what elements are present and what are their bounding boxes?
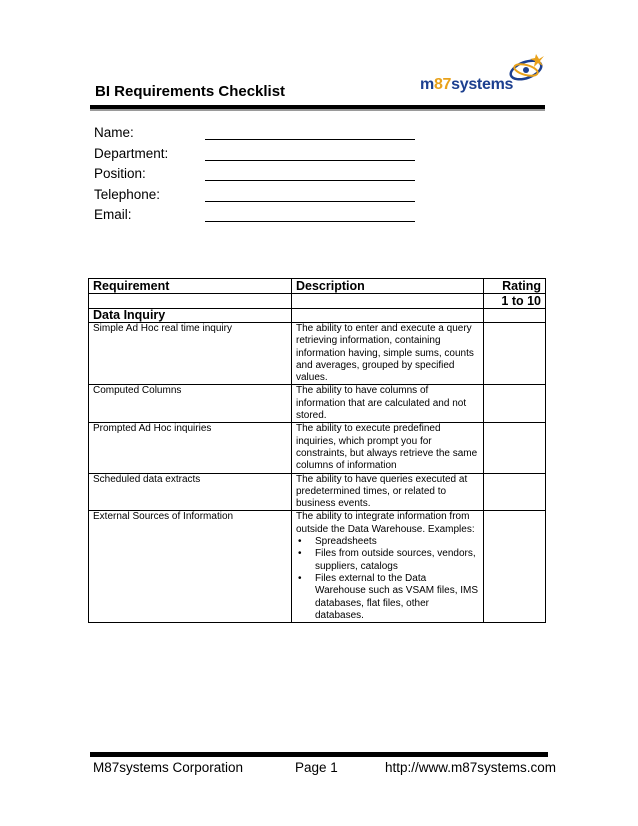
header-requirement: Requirement [89, 279, 292, 294]
section-title: Data Inquiry [89, 309, 292, 323]
form-label: Department: [94, 145, 169, 161]
form-label: Name: [94, 125, 134, 140]
footer-page-number: Page 1 [295, 760, 338, 775]
requirement-cell: Computed Columns [89, 385, 292, 423]
description-cell [292, 511, 484, 623]
empty-cell [292, 294, 484, 309]
empty-cell [292, 309, 484, 323]
list-item: • Files from outside sources, vendors, suppliers, catalogs [298, 548, 476, 572]
document-title: BI Requirements Checklist [95, 83, 286, 100]
empty-cell [89, 294, 292, 309]
email-blank-line[interactable] [205, 221, 415, 222]
rating-cell[interactable] [484, 511, 546, 623]
table-row [89, 385, 546, 423]
header-description: Description [292, 279, 484, 294]
department-blank-line[interactable] [205, 160, 415, 161]
table-row [89, 423, 546, 473]
requirement-cell: Prompted Ad Hoc inquiries [89, 423, 292, 473]
footer-url[interactable]: http://www.m87systems.com [385, 760, 557, 775]
requirement-cell: Scheduled data extracts [89, 473, 292, 511]
header-rating: Rating [484, 279, 546, 294]
table-header-row [89, 279, 546, 294]
description-text: The ability to integrate information from outside the Data Warehouse. Examples: [296, 511, 475, 535]
form-label: Email: [94, 207, 132, 222]
telephone-blank-line[interactable] [205, 201, 415, 202]
list-item: • Files external to the Data Warehouse such as VSAM files, IMS databases, flat files, other databases. [298, 572, 479, 621]
rating-cell[interactable] [484, 323, 546, 385]
form-label: Position: [94, 166, 146, 181]
bullet-icon: • [298, 536, 302, 548]
rating-scale: 1 to 10 [484, 294, 546, 309]
rating-cell[interactable] [484, 473, 546, 511]
table-row [89, 473, 546, 511]
footer-company: M87systems Corporation [93, 760, 244, 775]
position-blank-line[interactable] [205, 180, 415, 181]
bullet-icon: • [298, 572, 302, 584]
header-rule-shadow [90, 109, 545, 111]
requirements-table [88, 278, 546, 623]
logo-wordmark: m87systems [420, 76, 514, 93]
list-item: • Spreadsheets [298, 536, 377, 548]
bullet-icon: • [298, 548, 302, 560]
examples-list [296, 536, 479, 622]
rating-scale-row [89, 294, 546, 309]
empty-cell [484, 309, 546, 323]
footer-rule [90, 752, 548, 757]
description-cell: The ability to have queries executed at predetermined times, or related to business events. [292, 473, 484, 511]
description-cell: The ability to have columns of information that are calculated and not stored. [292, 385, 484, 423]
description-cell: The ability to enter and execute a query retrieving information, containing information having, simple sums, counts and averages, grouped by specified values. [292, 323, 484, 385]
requirement-cell: Simple Ad Hoc real time inquiry [89, 323, 292, 385]
description-cell: The ability to execute predefined inquiries, which prompt you for constraints, but always retrieve the same columns of information [292, 423, 484, 473]
table-row [89, 511, 546, 623]
table-row [89, 323, 546, 385]
name-blank-line[interactable] [205, 139, 415, 140]
requirement-cell: External Sources of Information [89, 511, 292, 623]
rating-cell[interactable] [484, 423, 546, 473]
form-label: Telephone: [94, 186, 161, 202]
m87systems-logo [420, 50, 545, 102]
section-row [89, 309, 546, 323]
rating-cell[interactable] [484, 385, 546, 423]
